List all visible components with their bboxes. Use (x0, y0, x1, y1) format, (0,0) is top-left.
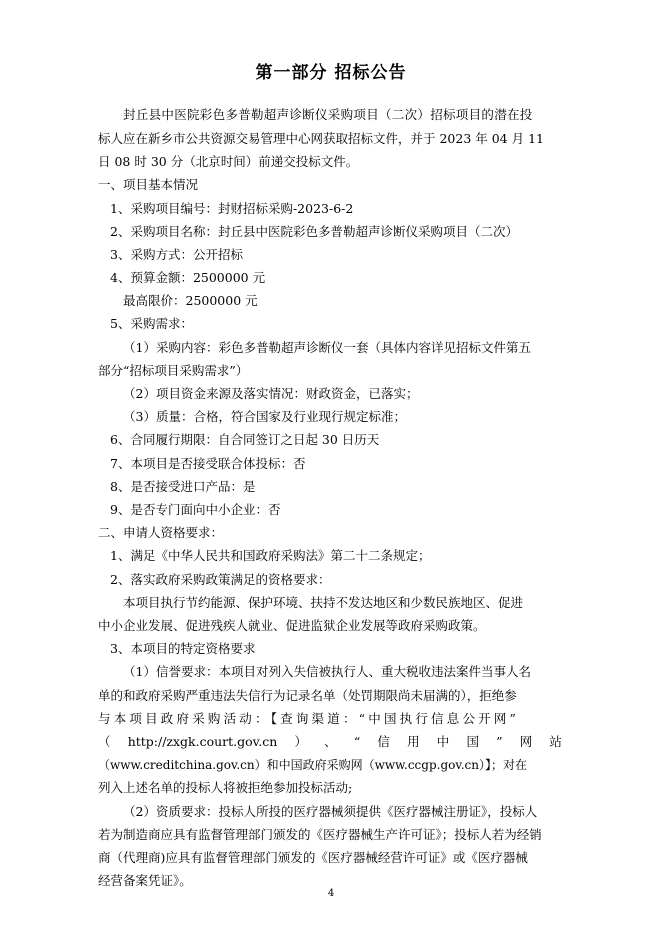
section-heading-qualification: 二、申请人资格要求： (98, 525, 224, 540)
procurement-needs: 5、采购需求： (110, 316, 193, 331)
credit-part: ） (294, 734, 307, 749)
consortium-bidding: 7、本项目是否接受联合体投标：否 (110, 456, 306, 471)
license-line-3: 商（代理商)应具有监督管理部门颁发的《医疗器械经营许可证》或《医疗器械 (98, 850, 528, 865)
needs-content-line-2: 部分“招标项目采购需求”） (98, 363, 249, 378)
quality-requirement: （3）质量：合格，符合国家及行业现行规定标准； (123, 409, 406, 424)
intro-line-1: 封丘县中医院彩色多普勒超声诊断仪采购项目（二次）招标项目的潜在投 (123, 107, 533, 122)
policy-text-line-2: 中小企业发展、促进残疾人就业、促进监狱企业发展等政府采购政策。 (98, 618, 486, 633)
credit-line-4 (98, 734, 562, 750)
qualification-policy: 2、落实政府采购政策满足的资格要求： (110, 572, 331, 587)
section-heading-project-info: 一、项目基本情况 (98, 177, 199, 192)
budget-amount: 4、预算金额：2500000 元 (110, 270, 266, 285)
intro-line-2: 标人应在新乡市公共资源交易管理中心网获取招标文件，并于 2023 年 04 月 11 (98, 131, 544, 146)
credit-part: 中 (436, 734, 450, 749)
contract-period: 6、合同履行期限：自合同签订之日起 30 日历天 (110, 432, 380, 447)
credit-line-5: （www.creditchina.gov.cn）和中国政府采购网（www.ccgp.gov.cn）】；对在 (98, 758, 527, 772)
license-line-4: 经营备案凭证》。 (98, 873, 192, 888)
credit-line-6: 列入上述名单的投标人将被拒绝参加投标活动; (98, 780, 353, 795)
policy-text-line-1: 本项目执行节约能源、保护环境、扶持不发达地区和少数民族地区、促进 (123, 595, 524, 610)
page-title: 第一部分 招标公告 (255, 63, 407, 83)
license-line-2: 若为制造商应具有监督管理部门颁发的《医疗器械生产许可证》；投标人若为经销 (98, 827, 542, 842)
procurement-method: 3、采购方式：公开招标 (110, 247, 243, 262)
credit-part: 用 (407, 734, 420, 749)
page-number: 4 (327, 888, 335, 899)
credit-link-zxgk: http://zxgk.court.gov.cn (127, 734, 278, 749)
needs-content-line-1: （1）采购内容：彩色多普勒超声诊断仪一套（具体内容详见招标文件第五 (123, 340, 531, 355)
sme-only: 9、是否专门面向中小企业：否 (110, 502, 281, 517)
imported-products: 8、是否接受进口产品：是 (110, 479, 256, 494)
credit-part: 、 (324, 734, 337, 749)
credit-part: 国 (466, 734, 479, 749)
specific-qualification: 3、本项目的特定资格要求 (110, 641, 256, 656)
credit-line-3 (98, 711, 562, 727)
credit-part: （ (98, 734, 111, 749)
credit-line-3-text: 与本项目政府采购活动：【查询渠道：“中国执行信息公开网” (98, 711, 520, 726)
credit-line-1: （1）信誉要求：本项目对列入失信被执行人、重大税收违法案件当事人名 (123, 664, 531, 679)
funding-source: （2）项目资金来源及落实情况：财政资金，已落实； (123, 386, 419, 401)
credit-part: 网 (519, 734, 533, 749)
credit-line-2: 单的和政府采购严重违法失信行为记录名单（处罚期限尚未届满的），拒绝参 (98, 688, 517, 703)
intro-line-3: 日 08 时 30 分（北京时间）前递交投标文件。 (98, 154, 359, 169)
project-number: 1、采购项目编号：封财招标采购-2023-6-2 (110, 201, 354, 216)
max-price: 最高限价：2500000 元 (123, 293, 258, 308)
project-name: 2、采购项目名称：封丘县中医院彩色多普勒超声诊断仪采购项目（二次） (110, 224, 518, 239)
qualification-law: 1、满足《中华人民共和国政府采购法》第二十二条规定； (110, 548, 431, 563)
credit-part: 站 (549, 734, 562, 749)
credit-part: 信 (377, 734, 390, 749)
credit-part: ” (496, 734, 503, 749)
license-line-1: （2）资质要求：投标人所投的医疗器械须提供《医疗器械注册证》，投标人 (123, 804, 538, 819)
credit-part: “ (353, 734, 361, 749)
